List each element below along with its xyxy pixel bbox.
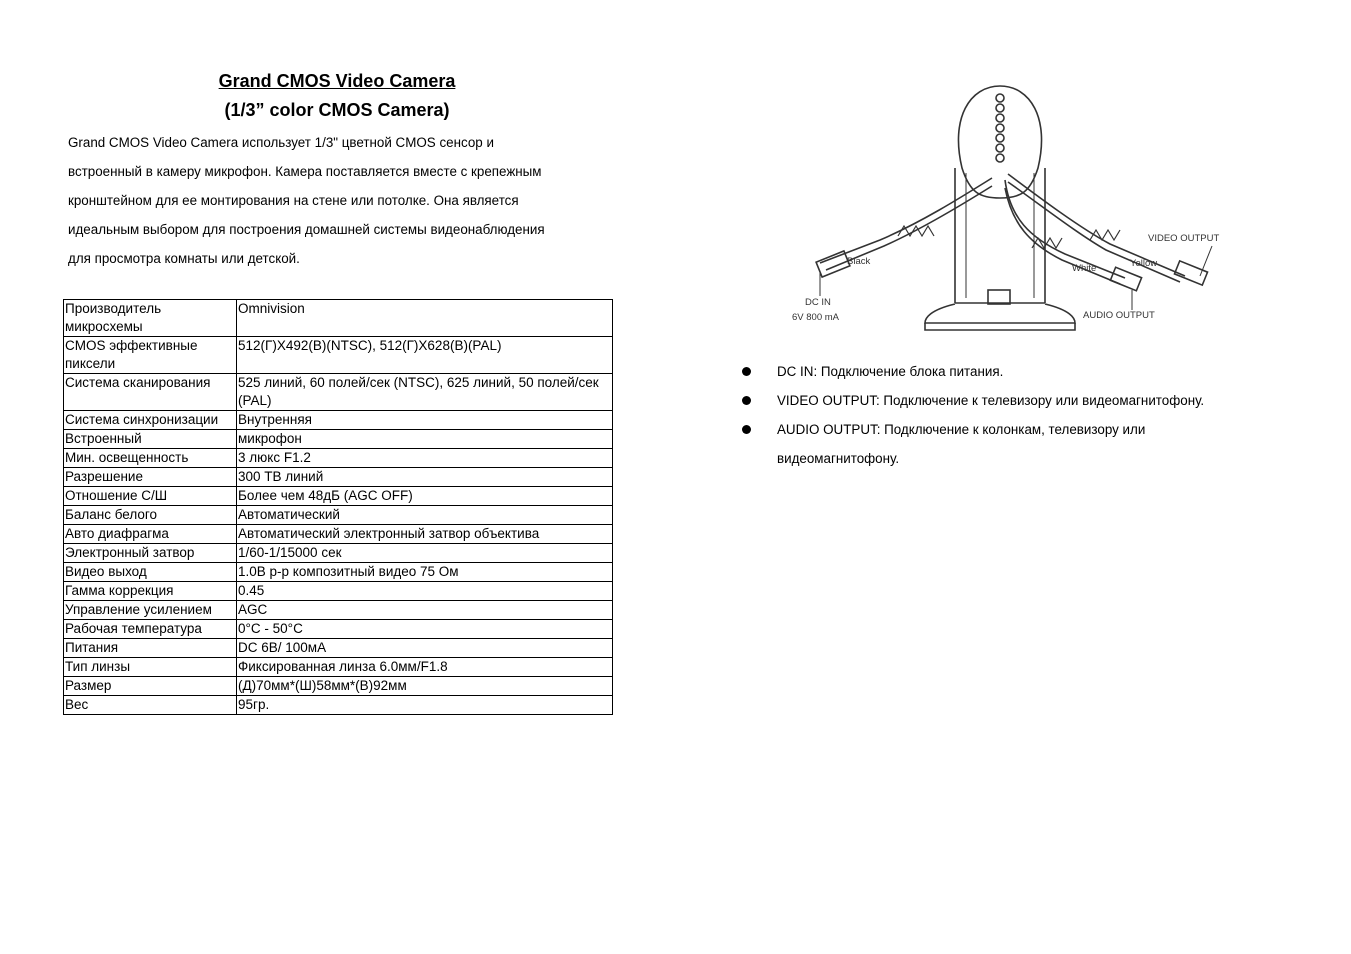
spec-label: Разрешение: [64, 468, 237, 487]
spec-value: 1/60-1/15000 сек: [237, 544, 613, 563]
list-item: [742, 357, 1302, 386]
spec-value: Более чем 48дБ (AGC OFF): [237, 487, 613, 506]
table-row: [64, 411, 613, 430]
spec-value: (Д)70мм*(Ш)58мм*(В)92мм: [237, 677, 613, 696]
spec-label: Система сканирования: [64, 374, 237, 411]
specifications-table: [63, 299, 613, 715]
table-row: [64, 337, 613, 374]
bullet-icon: [742, 367, 751, 376]
camera-base: [988, 290, 1010, 304]
spec-label: Вес: [64, 696, 237, 715]
document-title: Grand CMOS Video Camera: [218, 71, 456, 91]
spec-value: Фиксированная линза 6.0мм/F1.8: [237, 658, 613, 677]
spec-value: 300 ТВ линий: [237, 468, 613, 487]
table-row: [64, 525, 613, 544]
bullet-icon: [742, 425, 751, 434]
spec-label: Отношение С/Ш: [64, 487, 237, 506]
table-row: [64, 639, 613, 658]
spec-label: CMOS эффективные пиксели: [64, 337, 237, 374]
spec-label: Управление усилением: [64, 601, 237, 620]
spec-label: Производитель микросхемы: [64, 300, 237, 337]
bullet-icon: [742, 396, 751, 405]
spec-label: Питания: [64, 639, 237, 658]
intro-line: встроенный в камеру микрофон. Камера поставляется вместе с крепежным: [68, 164, 542, 179]
table-row: [64, 696, 613, 715]
spec-value: микрофон: [237, 430, 613, 449]
table-row: [64, 658, 613, 677]
spec-value: 0°C - 50°C: [237, 620, 613, 639]
spec-value: 1.0В р-р композитный видео 75 Ом: [237, 563, 613, 582]
spec-label: Гамма коррекция: [64, 582, 237, 601]
list-item-text: AUDIO OUTPUT: Подключение к колонкам, телевизору или: [777, 422, 1146, 437]
table-row: [64, 677, 613, 696]
spec-value: Автоматический электронный затвор объектива: [237, 525, 613, 544]
table-row: [64, 601, 613, 620]
yellow-cable: [1008, 174, 1185, 276]
camera-body-outline: [955, 168, 1045, 303]
spec-label: Встроенный: [64, 430, 237, 449]
table-row: [64, 582, 613, 601]
spec-value: 95гр.: [237, 696, 613, 715]
list-item-text: VIDEO OUTPUT: Подключение к телевизору или видеомагнитофону.: [777, 393, 1205, 408]
table-row: [64, 620, 613, 639]
intro-line: идеальным выбором для построения домашней системы видеонаблюдения: [68, 222, 545, 237]
spec-value: 3 люкс F1.2: [237, 449, 613, 468]
table-row: [64, 374, 613, 411]
document-subtitle: (1/3” color CMOS Camera): [224, 100, 450, 120]
white-label: White: [1072, 263, 1097, 274]
dc-in-plug: [816, 251, 850, 277]
table-row: [64, 563, 613, 582]
spec-label: Тип линзы: [64, 658, 237, 677]
spec-label: Размер: [64, 677, 237, 696]
intro-line: для просмотра комнаты или детской.: [68, 251, 300, 266]
list-item-text-continued: видеомагнитофону.: [777, 451, 900, 466]
spec-label: Авто диафрагма: [64, 525, 237, 544]
spec-value: Omnivision: [237, 300, 613, 337]
spec-label: Видео выход: [64, 563, 237, 582]
spec-value: 0.45: [237, 582, 613, 601]
video-output-label: VIDEO OUTPUT: [1148, 233, 1220, 244]
yellow-label: Yellow: [1130, 258, 1158, 269]
spec-label: Рабочая температура: [64, 620, 237, 639]
spec-value: 525 линий, 60 полей/сек (NTSC), 625 линий, 50 полей/сек (PAL): [237, 374, 613, 411]
list-item: [742, 386, 1302, 415]
black-label: Black: [847, 256, 871, 267]
spec-label: Электронный затвор: [64, 544, 237, 563]
table-row: [64, 506, 613, 525]
chain-links: [996, 94, 1004, 162]
intro-line: кронштейном для ее монтирования на стене или потолке. Она является: [68, 193, 519, 208]
intro-line: Grand CMOS Video Camera использует 1/3" цветной CMOS сенсор и: [68, 135, 494, 150]
spec-label: Баланс белого: [64, 506, 237, 525]
spec-value: DC 6В/ 100мА: [237, 639, 613, 658]
list-item-text: DC IN: Подключение блока питания.: [777, 364, 1004, 379]
table-row: [64, 487, 613, 506]
dc-spec-label: 6V 800 mA: [792, 312, 839, 323]
spec-value: AGC: [237, 601, 613, 620]
spec-value: 512(Г)X492(В)(NTSC), 512(Г)X628(В)(PAL): [237, 337, 613, 374]
spec-label: Мин. освещенность: [64, 449, 237, 468]
spec-value: Автоматический: [237, 506, 613, 525]
table-row: [64, 300, 613, 337]
intro-paragraph: [68, 128, 608, 273]
dc-in-label: DC IN: [805, 297, 831, 308]
spec-value: Внутренняя: [237, 411, 613, 430]
audio-output-plug: [1110, 267, 1141, 290]
table-row: [64, 430, 613, 449]
audio-output-label: AUDIO OUTPUT: [1083, 310, 1155, 321]
connector-list: [742, 357, 1302, 473]
table-row: [64, 544, 613, 563]
table-row: [64, 449, 613, 468]
spec-label: Система синхронизации: [64, 411, 237, 430]
list-item: [742, 415, 1302, 473]
table-row: [64, 468, 613, 487]
camera-connection-diagram: [780, 78, 1240, 340]
